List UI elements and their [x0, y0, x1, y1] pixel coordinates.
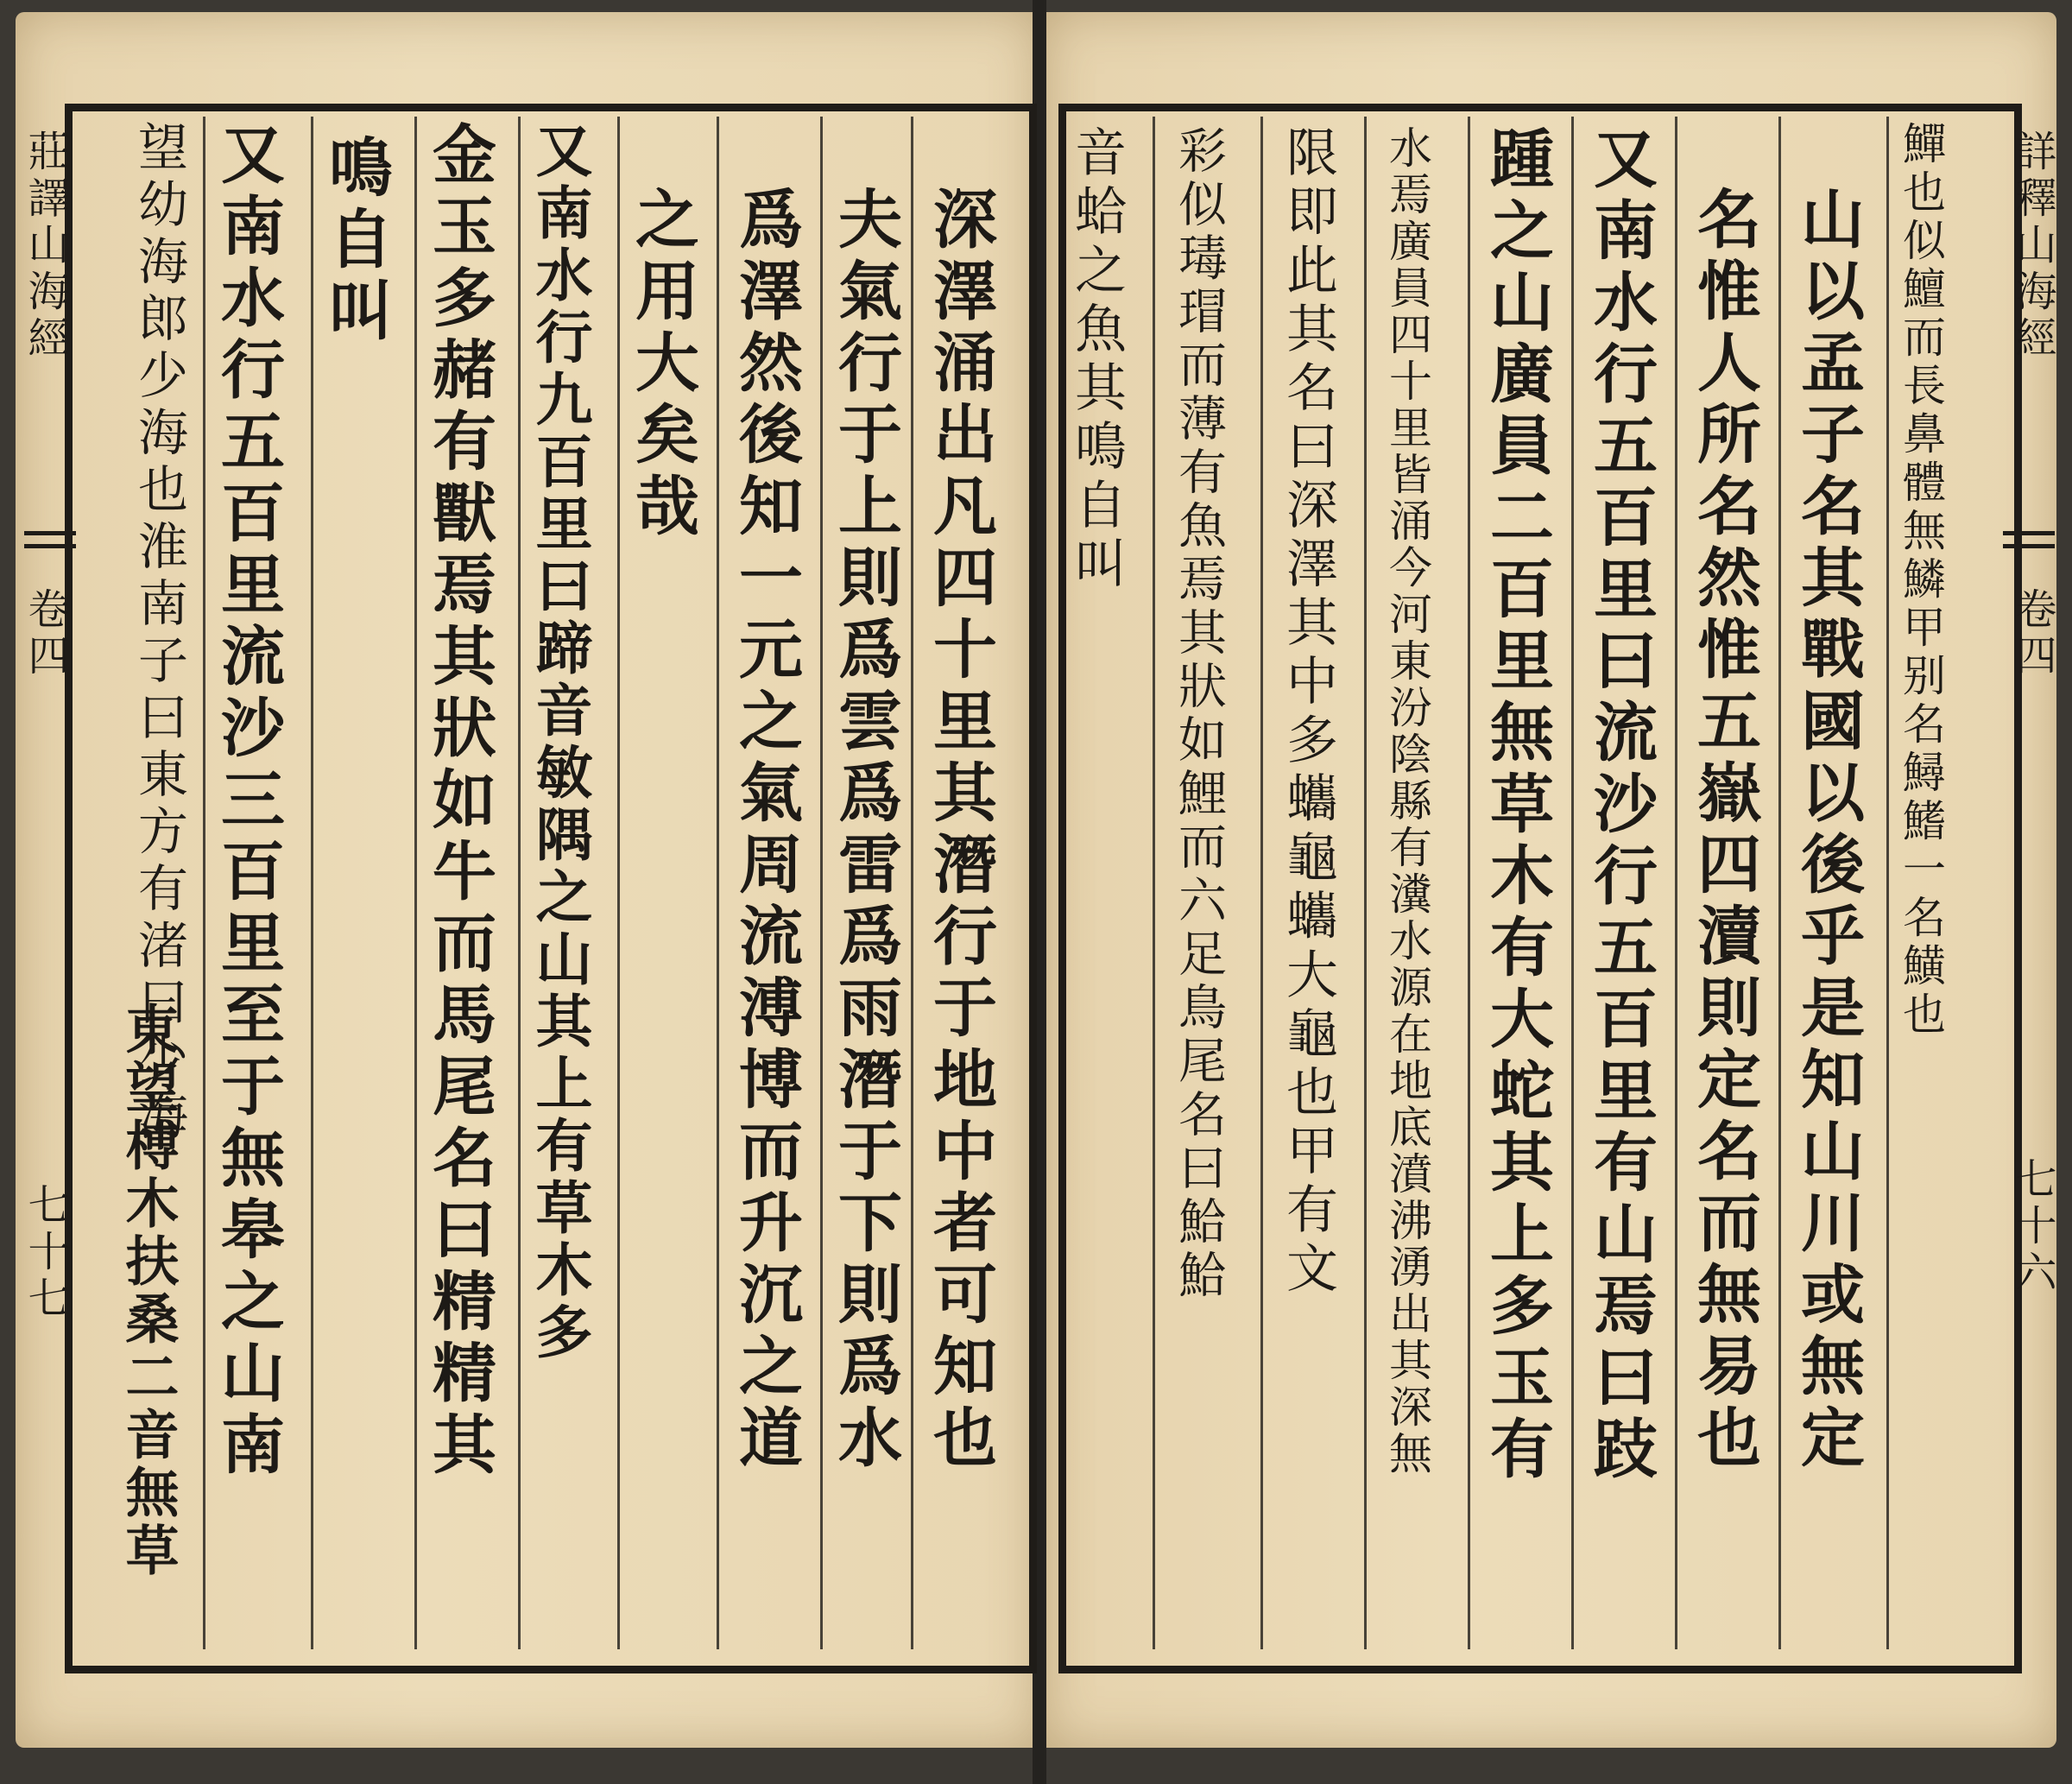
text-column: 音蛤之魚其鳴自叫 — [1066, 125, 1127, 595]
column-rule — [617, 117, 620, 1649]
text-column: 山以孟子名其戰國以後乎是知山川或無定 — [1791, 186, 1865, 1476]
column-rule — [1468, 117, 1470, 1649]
text-column: 之用大矣哉 — [625, 186, 699, 544]
left-margin-title: 莊譯山海經 — [21, 130, 69, 363]
text-column: 彩似瑇瑁而薄有魚焉其狀如鯉而六足鳥尾名曰鮯鮯 — [1171, 125, 1227, 1303]
column-rule — [1364, 117, 1367, 1649]
column-rule — [518, 117, 521, 1649]
text-column: 限即此其名曰深澤其中多蠵龜蠵大龜也甲有文 — [1278, 125, 1338, 1300]
text-column: 東望榑木扶桑二音無草 — [117, 1002, 180, 1580]
column-rule — [203, 117, 205, 1649]
text-column: 夫氣行于上則爲雲爲雷爲雨潛于下則爲水 — [828, 186, 902, 1476]
fishtail-mark — [2003, 531, 2055, 535]
right-margin-page-number: 七十六 — [2008, 1157, 2056, 1297]
column-rule — [1153, 117, 1155, 1649]
column-rule — [1886, 117, 1889, 1649]
column-rule — [311, 117, 313, 1649]
text-column: 又南水行五百里曰流沙行五百里有山焉曰跂 — [1583, 125, 1658, 1487]
text-column: 鳴自叫 — [319, 134, 393, 349]
text-column: 金玉多赭有獸焉其狀如牛而馬尾名曰精精其 — [422, 121, 496, 1483]
column-rule — [1260, 117, 1263, 1649]
column-rule — [911, 117, 913, 1649]
column-rule — [717, 117, 719, 1649]
text-column: 又南水行五百里流沙三百里至于無皋之山南 — [211, 121, 285, 1483]
column-rule — [820, 117, 823, 1649]
left-margin-page-number: 七十七 — [21, 1183, 69, 1323]
left-margin-volume: 卷四 — [21, 587, 69, 680]
fishtail-mark — [24, 531, 76, 535]
text-column: 深澤涌出凡四十里其潛行于地中者可知也 — [923, 186, 997, 1476]
text-column-note: 鱓也似鱣而長鼻體無鱗甲别名鱘鰭一名鱑也 — [1896, 121, 1946, 1040]
column-rule — [1675, 117, 1677, 1649]
text-column: 踵之山廣員二百里無草木有大蛇其上多玉有 — [1480, 125, 1554, 1487]
column-rule — [1571, 117, 1574, 1649]
column-rule — [414, 117, 417, 1649]
fishtail-mark — [24, 544, 76, 548]
fishtail-mark — [2003, 544, 2055, 548]
column-rule — [1778, 117, 1781, 1649]
text-column-note: 望幼海郎少海也淮南子曰東方有渚曰少海 — [130, 121, 188, 1147]
text-column: 爲澤然後知一元之氣周流溥博而升沉之道 — [729, 186, 803, 1476]
right-margin-title: 詳釋山海經 — [2008, 130, 2056, 363]
text-column: 名惟人所名然惟五嶽四瀆則定名而無易也 — [1687, 186, 1761, 1476]
text-column: 水焉廣員四十里皆涌今河東汾陰縣有瀵水源在地底濆沸湧出其深無 — [1382, 125, 1432, 1477]
right-margin-volume: 卷四 — [2008, 587, 2056, 680]
text-column: 又南水行九百里曰蹄音敏隅之山其上有草木多 — [526, 121, 593, 1364]
